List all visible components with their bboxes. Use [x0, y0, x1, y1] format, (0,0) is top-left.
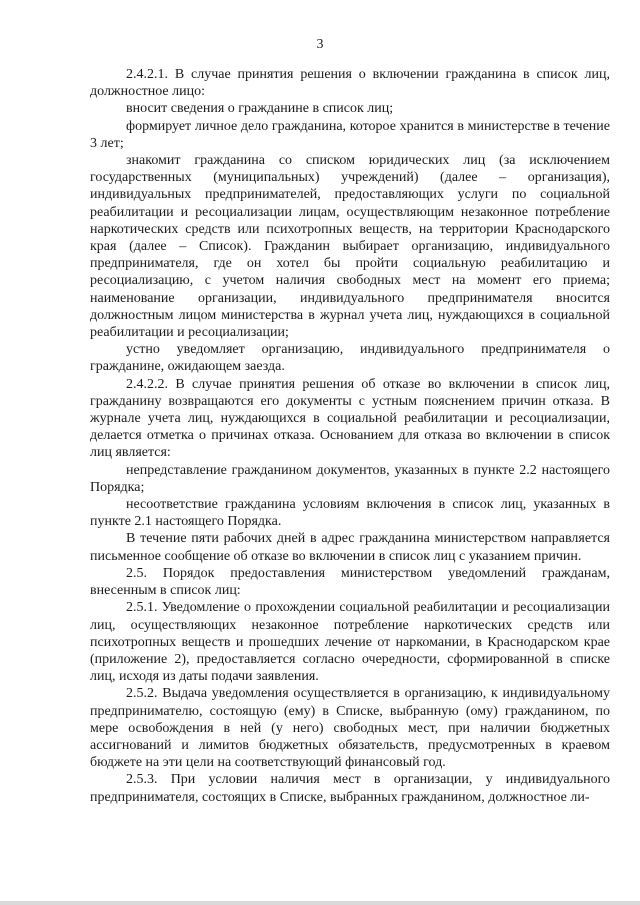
paragraph: несоответствие гражданина условиям включения в список лиц, указанных в пункте 2.1 настоящего Порядка. — [90, 497, 610, 530]
paragraph: знакомит гражданина со списком юридических лиц (за исключением государственных (муниципальных) учреждений) (далее – организация), индивидуальных предпринимателей, предоставляющих услуги по социальной реабилитации и ресоциализации лицам, осуществляющим незаконное потребление наркотических средств или психотропных веществ, на территории Краснодарского края (далее – Список). Гражданин выбирает организацию, индивидуального предпринимателя, где он хотел бы пройти социальную реабилитацию и ресоциализацию, с учетом наличия свободных мест на момент его приема; наименование организации, индивидуального предпринимателя вносится должностным лицом министерства в журнал учета лиц, нуждающихся в социальной реабилитации и ресоциализации; — [90, 153, 610, 341]
scan-edge — [0, 901, 640, 905]
page-number: 3 — [316, 37, 324, 52]
paragraph: 2.4.2.1. В случае принятия решения о включении гражданина в список лиц, должностное лицо: — [90, 67, 610, 100]
paragraph: 2.5.2. Выдача уведомления осуществляется в организацию, к индивидуальному предпринимателю, состоящую (ему) в Списке, выбранную (ому) гражданином, по мере освобождения в ней (у него) свободных мест, при наличии бюджетных ассигнований и лимитов бюджетных обязательств, предусмотренных в краевом бюджете на эти цели на соответствующий финансовый год. — [90, 686, 610, 771]
paragraph: 2.4.2.2. В случае принятия решения об отказе во включении в список лиц, гражданину возвращаются его документы с устным пояснением причин отказа. В журнале учета лиц, нуждающихся в социальной реабилитации и ресоциализации, делается отметка о причинах отказа. Основанием для отказа во включении в список лиц является: — [90, 376, 610, 461]
paragraph: 2.5.3. При условии наличия мест в организации, у индивидуального предпринимателя, состоящих в Списке, выбранных гражданином, должностное ли- — [90, 772, 610, 805]
document-body — [90, 66, 610, 806]
paragraph: 2.5. Порядок предоставления министерством уведомлений гражданам, внесенным в список лиц: — [90, 565, 610, 599]
paragraph: непредставление гражданином документов, указанных в пункте 2.2 настоящего Порядка; — [90, 462, 610, 495]
paragraph: 2.5.1. Уведомление о прохождении социальной реабилитации и ресоциализации лиц, осуществляющих незаконное потребление наркотических средств или психотропных веществ и прошедших лечение от наркомании, в Краснодарском крае (приложение 2), предоставляется согласно очередности, сформированной в списке лиц, исходя из даты подачи заявления. — [90, 600, 610, 685]
paragraph: В течение пяти рабочих дней в адрес гражданина министерством направляется письменное сообщение об отказе во включении в список лиц с указанием причин. — [90, 531, 610, 564]
paragraph: устно уведомляет организацию, индивидуального предпринимателя о гражданине, ожидающем заезда. — [90, 342, 610, 375]
paragraph: вносит сведения о гражданине в список лиц; — [126, 101, 394, 117]
paragraph: формирует личное дело гражданина, которое хранится в министерстве в течение 3 лет; — [90, 118, 610, 151]
